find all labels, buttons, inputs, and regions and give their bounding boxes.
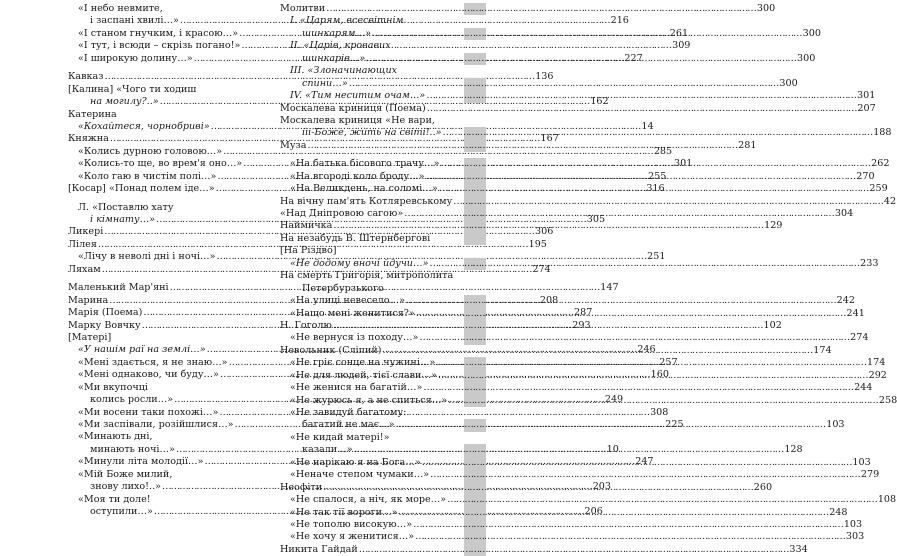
entry-page-number: 10 (606, 443, 619, 455)
entry-page-number: 334 (789, 543, 808, 555)
entry-page-number: 195 (528, 238, 547, 250)
entry-page-number: 300 (796, 52, 816, 64)
dot-leader (436, 357, 866, 369)
entry-title: Л. «Поставлю хату (78, 201, 174, 213)
index-entry (280, 245, 486, 257)
index-entry (68, 382, 274, 394)
index-entry (68, 332, 274, 344)
entry-title: IV. «Тим неситим очам…» (290, 90, 426, 102)
entry-title: Москалева криниця «Не вари, (280, 114, 435, 126)
dot-leader (427, 103, 857, 115)
entry-title: і заспані хвилі…» (90, 15, 179, 27)
entry-page-number: 216 (610, 15, 629, 27)
entry-title: «Не так тії вороги…» (290, 506, 398, 518)
dot-leader (372, 28, 802, 40)
entry-title: минають ночі…» (90, 443, 175, 455)
entry-page-number: 301 (673, 158, 693, 170)
dot-leader (422, 457, 852, 469)
entry-title: На вічну пам'ять Котляревському (280, 195, 453, 207)
entry-page-number: 279 (860, 469, 880, 481)
entry-page-number: 241 (846, 307, 865, 319)
dot-leader (404, 208, 834, 220)
entry-title: На смерть Григорія, митрополита (280, 270, 454, 282)
entry-title: [На Різдво] (280, 245, 337, 257)
dot-leader (323, 482, 753, 494)
dot-leader (359, 544, 789, 556)
entry-title: «Колись дурною головою…» (78, 145, 223, 157)
entry-title: Лілея (68, 238, 97, 250)
dot-leader (440, 158, 870, 170)
dot-leader (326, 3, 756, 15)
entry-title: «Минули літа молодії…» (78, 456, 204, 468)
entry-page-number: 103 (852, 456, 871, 468)
entry-page-number: 167 (540, 133, 559, 145)
index-entry (280, 3, 776, 15)
entry-page-number: 206 (584, 506, 603, 518)
index-entry (280, 270, 486, 282)
dot-leader (447, 494, 877, 506)
index-entry (280, 332, 869, 344)
entry-page-number: 301 (857, 90, 876, 102)
entry-page-number: 305 (586, 214, 606, 225)
entry-title: «І тут, і всюди – скрізь погано!» (78, 40, 241, 52)
index-entry (280, 15, 486, 27)
dot-leader (349, 78, 779, 90)
entry-page-number: 207 (857, 102, 876, 114)
dot-leader (438, 370, 868, 382)
entry-title: «Нащо мені женитися?» (290, 307, 415, 319)
entry-title: Наймичка (280, 220, 333, 232)
dot-leader (429, 258, 859, 270)
dot-leader (307, 140, 737, 152)
dot-leader (423, 382, 853, 394)
entry-title: Марина (68, 294, 109, 306)
index-entry (68, 431, 274, 443)
entry-page-number: 227 (624, 52, 643, 64)
entry-title: Княжна (68, 133, 109, 145)
index-entry (280, 40, 486, 52)
entry-title: знову лихо!..» (90, 481, 161, 493)
entry-page-number: 262 (871, 158, 890, 170)
index-entry (280, 518, 863, 531)
entry-title: Катерина (68, 108, 117, 120)
entry-title: «Не журюсь я, а не спиться…» (290, 394, 448, 406)
entry-page-number: 251 (647, 251, 666, 263)
entry-page-number: 303 (845, 531, 865, 543)
index-entry (280, 65, 486, 77)
entry-page-number: 281 (738, 139, 757, 151)
entry-title: «Минають дні, (78, 431, 153, 443)
index-entry (280, 469, 880, 481)
entry-title: «Не тополю високую…» (290, 518, 413, 530)
entry-page-number: 174 (813, 344, 832, 356)
entry-page-number: 247 (635, 456, 654, 468)
entry-page-number: 258 (878, 394, 897, 406)
entry-page-number: 128 (784, 444, 803, 456)
dot-leader (396, 419, 826, 431)
index-entry (280, 382, 873, 394)
index-entry (280, 407, 486, 419)
entry-title: «Не додому вночі йдучи…» (290, 257, 429, 269)
dot-leader (426, 171, 856, 183)
entry-page-number: 306 (534, 226, 554, 238)
dot-leader (399, 507, 829, 519)
entry-title: Н. Гоголю (280, 319, 332, 331)
entry-title: казали…» (302, 444, 353, 456)
dot-leader (416, 308, 846, 320)
entry-page-number: 136 (535, 71, 554, 83)
dot-leader (430, 469, 860, 481)
entry-page-number: 260 (753, 481, 773, 493)
entry-title: «У нашім раї на землі…» (78, 344, 206, 356)
entry-page-number: 242 (836, 295, 855, 307)
entry-title: Молитви (280, 3, 326, 14)
entry-page-number: 103 (826, 419, 845, 431)
entry-page-number: 246 (637, 344, 656, 356)
entry-page-number: 248 (829, 506, 848, 518)
entry-title: оступили…» (90, 506, 153, 518)
entry-page-number: 42 (883, 195, 897, 207)
entry-page-number: 274 (532, 263, 551, 275)
entry-title: На незабудь В. Штернбергові (280, 232, 431, 244)
dot-leader (354, 444, 784, 456)
dot-leader (426, 90, 856, 102)
entry-title: «Мені однаково, чи буду…» (78, 369, 219, 381)
entry-page-number: 129 (764, 220, 783, 232)
entry-title: «На батька бісового трачу…» (290, 158, 440, 170)
entry-title: «На Великдень, на соломі…» (290, 183, 438, 195)
index-entry (280, 283, 486, 295)
entry-page-number: 255 (648, 170, 667, 182)
index-entry (68, 84, 274, 96)
dot-leader (413, 519, 843, 531)
entry-title: «На вгороді коло броду…» (290, 170, 425, 182)
entry-title: «Неначе степом чумаки…» (290, 469, 430, 481)
entry-title: Невольник (Сліпий) (280, 344, 382, 356)
dot-leader (333, 220, 763, 232)
entry-page-number: 274 (850, 332, 869, 344)
dot-leader (443, 127, 873, 139)
index-entry (280, 543, 808, 556)
entry-page-number: 188 (873, 127, 892, 139)
entry-title: Никита Гайдай (280, 543, 358, 555)
entry-title: Москалева криниця (Поема) (280, 102, 426, 114)
entry-page-number: 309 (672, 40, 691, 52)
entry-page-number: 259 (869, 183, 888, 195)
entry-page-number: 270 (856, 170, 875, 182)
entry-page-number: 203 (592, 481, 611, 493)
dot-leader (453, 196, 883, 208)
entry-page-number: 103 (843, 518, 863, 530)
entry-title: «Не кидай матері!» (290, 431, 390, 443)
index-entry (280, 432, 486, 444)
entry-title: «Ми вкупочці (78, 381, 148, 393)
entry-title: «Не вернуся із походу…» (290, 332, 419, 344)
entry-title: «Мені здається, я не знаю…» (78, 356, 228, 368)
index-entry (280, 531, 865, 543)
entry-title: Кавказ (68, 71, 104, 83)
entry-page-number: 14 (641, 120, 654, 132)
entry-title: шинкарів…» (302, 52, 366, 64)
entry-title: «Кохайтеся, чорнобриві» (78, 120, 210, 132)
entry-title: ііі-Боже, жить на світі!..» (302, 127, 442, 139)
entry-page-number: 308 (650, 406, 669, 418)
dot-leader (415, 531, 845, 543)
entry-page-number: 147 (600, 282, 619, 294)
entry-page-number: 287 (574, 307, 593, 319)
entry-page-number: 257 (659, 356, 678, 368)
entry-title: І. «Царям, всесвітнім (290, 15, 404, 27)
entry-title: багатий не має…» (302, 419, 395, 431)
entry-page-number: 304 (834, 208, 854, 219)
entry-title: і кімнату…» (90, 214, 156, 225)
entry-page-number: 225 (665, 419, 684, 430)
entry-title: «Ми восени таки похожі…» (78, 406, 219, 418)
dot-leader (333, 320, 763, 332)
entry-title: Петербурзького (302, 282, 384, 294)
dot-leader (448, 395, 878, 407)
entry-page-number: 208 (539, 294, 559, 306)
entry-title: «І станом гнучким, і красою…» (78, 27, 239, 39)
entry-title: [Матері] (68, 331, 112, 343)
entry-title: «Мій Боже милий, (78, 468, 173, 480)
dot-leader (383, 345, 813, 357)
dot-leader (419, 332, 849, 344)
entry-title: «Не гріє сонце на чужині…» (290, 357, 436, 369)
entry-title: спини…» (302, 77, 348, 89)
index-entry (68, 469, 274, 481)
entry-title: «Не женися на багатій…» (290, 382, 423, 394)
index-entry (68, 3, 274, 15)
entry-page-number: 293 (572, 319, 591, 331)
entry-title: «Ми заспівали, розійшлися…» (78, 419, 234, 430)
entry-page-number: 249 (604, 394, 624, 406)
index-entry (68, 202, 274, 214)
entry-title: Маленький Мар'яні (68, 282, 169, 294)
index-entry (280, 195, 897, 208)
index-entry (280, 233, 486, 245)
entry-title: ІІІ. «Злоначинающих (290, 65, 398, 77)
entry-title: «На улиці невесело…» (290, 295, 405, 307)
entry-title: Муза (280, 139, 307, 151)
entry-page-number: 102 (763, 319, 782, 331)
entry-title: «І широкую долину…» (78, 52, 193, 64)
entry-page-number: 244 (854, 382, 873, 394)
entry-title: шинкарям…» (302, 27, 371, 39)
entry-title: ІІ. «Царів, кровавих (290, 40, 391, 52)
entry-title: «Не завидуй багатому: (290, 407, 407, 418)
entry-title: [Косар] «Понад полем іде…» (68, 183, 215, 195)
entry-title: «І небо невмите, (78, 3, 163, 14)
entry-title: колись росли…» (90, 394, 174, 406)
entry-page-number: 160 (650, 369, 669, 381)
entry-title: «Колись-то ще, во врем'я оно…» (78, 158, 243, 170)
entry-title: Марку Вовчку (68, 319, 141, 331)
entry-title: Ляхам (68, 263, 101, 275)
index-entry (280, 115, 486, 127)
dot-leader (439, 183, 869, 195)
entry-title: «Не хочу я женитися…» (290, 531, 415, 543)
entry-title: на могилу?..» (90, 96, 159, 108)
entry-page-number: 300 (802, 27, 821, 39)
entry-title: Марія (Поема) (68, 307, 143, 319)
entry-page-number: 261 (669, 27, 689, 39)
index-entry (68, 109, 274, 121)
entry-page-number: 108 (877, 494, 897, 506)
entry-title: «Лічу в неволі дні і ночі…» (78, 251, 216, 263)
entry-title: «Над Дніпровою сагою» (280, 208, 404, 219)
entry-title: «Не для людей, тієї слави…» (290, 369, 437, 381)
entry-page-number: 300 (756, 3, 776, 14)
dot-leader (406, 295, 836, 307)
entry-page-number: 162 (590, 96, 609, 108)
entry-title: «Коло гаю в чистім полі…» (78, 170, 217, 182)
entry-title: Ликері (68, 226, 104, 238)
entry-title: [Калина] «Чого ти ходиш (68, 83, 197, 95)
entry-page-number: 233 (860, 257, 879, 269)
entry-page-number: 174 (867, 357, 886, 369)
entry-title: Неофіти (280, 481, 323, 493)
entry-title: «Не спалося, а ніч, як море…» (290, 494, 447, 506)
dot-leader (366, 53, 796, 65)
entry-page-number: 300 (779, 77, 798, 89)
index-entry (280, 494, 897, 506)
entry-title: «Не нарікаю я на Бога…» (290, 456, 421, 468)
index-entry (68, 494, 274, 506)
entry-title: «Моя ти доле! (78, 493, 151, 505)
entry-page-number: 316 (646, 183, 665, 195)
entry-page-number: 292 (868, 369, 887, 381)
entry-page-number: 285 (653, 145, 673, 157)
